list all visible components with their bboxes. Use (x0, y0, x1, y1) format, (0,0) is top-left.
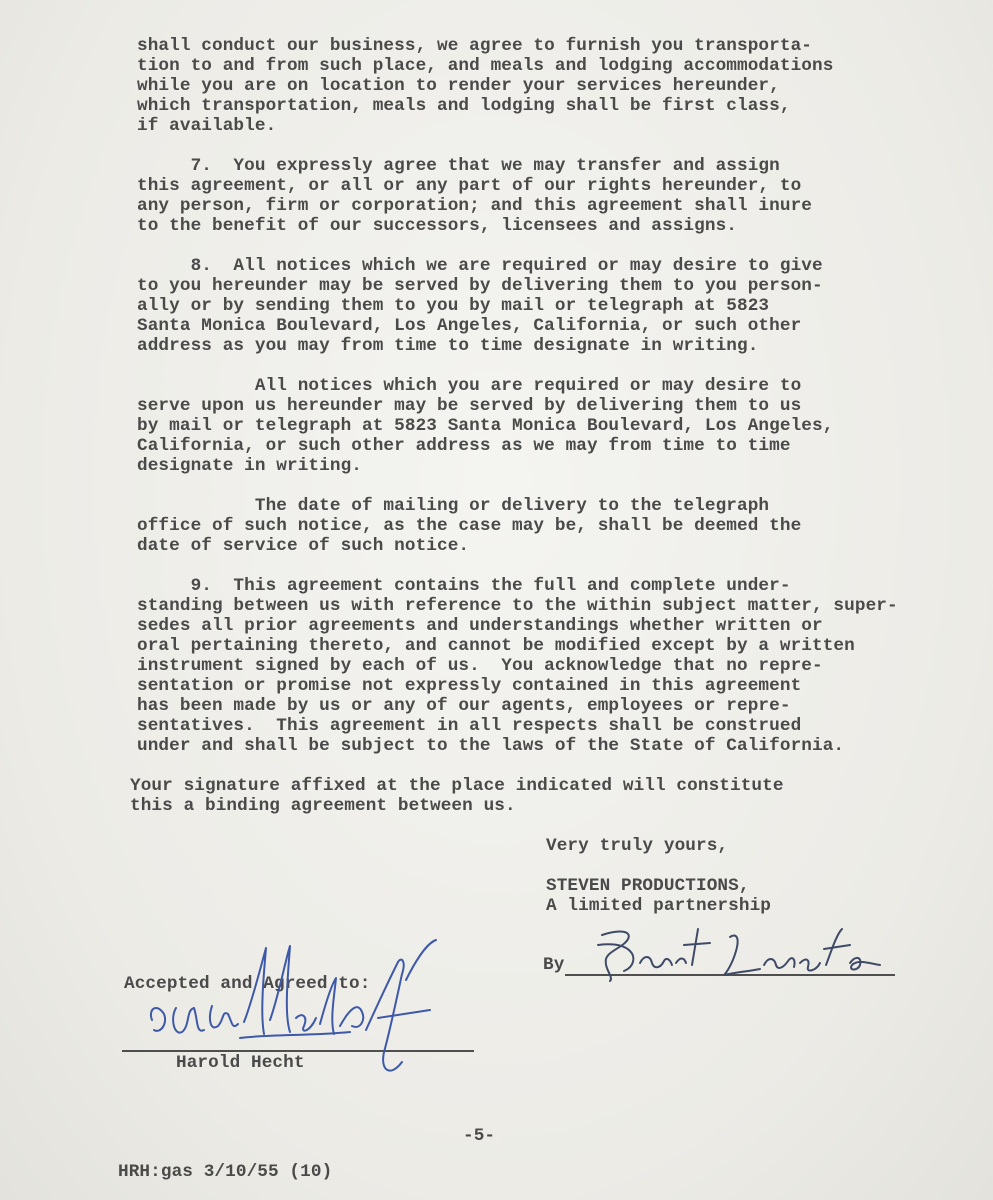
para-notices-to-us-line: by mail or telegraph at 5823 Santa Monica Boulevard, Los Angeles, (137, 416, 834, 436)
para-transportation-line: while you are on location to render your services hereunder, (137, 76, 780, 96)
para-7-assignment-line: to the benefit of our successors, licensees and assigns. (137, 216, 737, 236)
acceptance-signature (140, 922, 460, 1097)
para-8-notices-line: address as you may from time to time designate in writing. (137, 336, 759, 356)
page-number: -5- (463, 1126, 496, 1146)
signer-name: Harold Hecht (176, 1053, 305, 1073)
para-transportation-line: shall conduct our business, we agree to furnish you transporta- (137, 36, 812, 56)
company-signature (580, 915, 880, 995)
para-9-entire-agreement-line: sedes all prior agreements and understandings whether written or (137, 616, 823, 636)
para-7-assignment-line: 7. You expressly agree that we may transfer and assign (137, 156, 780, 176)
para-9-entire-agreement-line: oral pertaining thereto, and cannot be modified except by a written (137, 636, 855, 656)
by-label: By (543, 955, 565, 975)
para-date-of-service-line: date of service of such notice. (137, 536, 470, 556)
para-8-notices-line: to you hereunder may be served by delivering them to you person- (137, 276, 823, 296)
para-notices-to-us-line: California, or such other address as we may from time to time (137, 436, 791, 456)
para-9-entire-agreement-line: sentatives. This agreement in all respects shall be construed (137, 716, 802, 736)
para-signature-instruction-line: Your signature affixed at the place indicated will constitute (130, 776, 784, 796)
para-9-entire-agreement-line: under and shall be subject to the laws of the State of California. (137, 736, 845, 756)
document-reference: HRH:gas 3/10/55 (10) (118, 1162, 333, 1182)
para-8-notices-line: 8. All notices which we are required or may desire to give (137, 256, 823, 276)
para-9-entire-agreement-line: 9. This agreement contains the full and complete under- (137, 576, 791, 596)
para-notices-to-us-line: All notices which you are required or may desire to (137, 376, 802, 396)
para-8-notices-line: Santa Monica Boulevard, Los Angeles, California, or such other (137, 316, 802, 336)
para-transportation-line: which transportation, meals and lodging shall be first class, (137, 96, 791, 116)
para-9-entire-agreement-line: has been made by us or any of our agents, employees or repre- (137, 696, 791, 716)
para-7-assignment-line: any person, firm or corporation; and this agreement shall inure (137, 196, 812, 216)
acceptance-label: Accepted and Agreed to: (124, 974, 371, 994)
para-signature-instruction-line: this a binding agreement between us. (130, 796, 516, 816)
company-name: STEVEN PRODUCTIONS, (546, 876, 750, 896)
para-9-entire-agreement-line: instrument signed by each of us. You acknowledge that no repre- (137, 656, 823, 676)
para-7-assignment-line: this agreement, or all or any part of our rights hereunder, to (137, 176, 802, 196)
para-8-notices-line: ally or by sending them to you by mail or telegraph at 5823 (137, 296, 770, 316)
company-type: A limited partnership (546, 896, 771, 916)
para-notices-to-us-line: designate in writing. (137, 456, 362, 476)
para-9-entire-agreement-line: standing between us with reference to the within subject matter, super- (137, 596, 898, 616)
para-transportation-line: tion to and from such place, and meals and lodging accommodations (137, 56, 834, 76)
para-date-of-service-line: The date of mailing or delivery to the telegraph (137, 496, 770, 516)
para-9-entire-agreement-line: sentation or promise not expressly contained in this agreement (137, 676, 802, 696)
closing-salutation: Very truly yours, (546, 836, 729, 856)
para-date-of-service-line: office of such notice, as the case may be, shall be deemed the (137, 516, 802, 536)
para-transportation-line: if available. (137, 116, 277, 136)
para-notices-to-us-line: serve upon us hereunder may be served by delivering them to us (137, 396, 802, 416)
